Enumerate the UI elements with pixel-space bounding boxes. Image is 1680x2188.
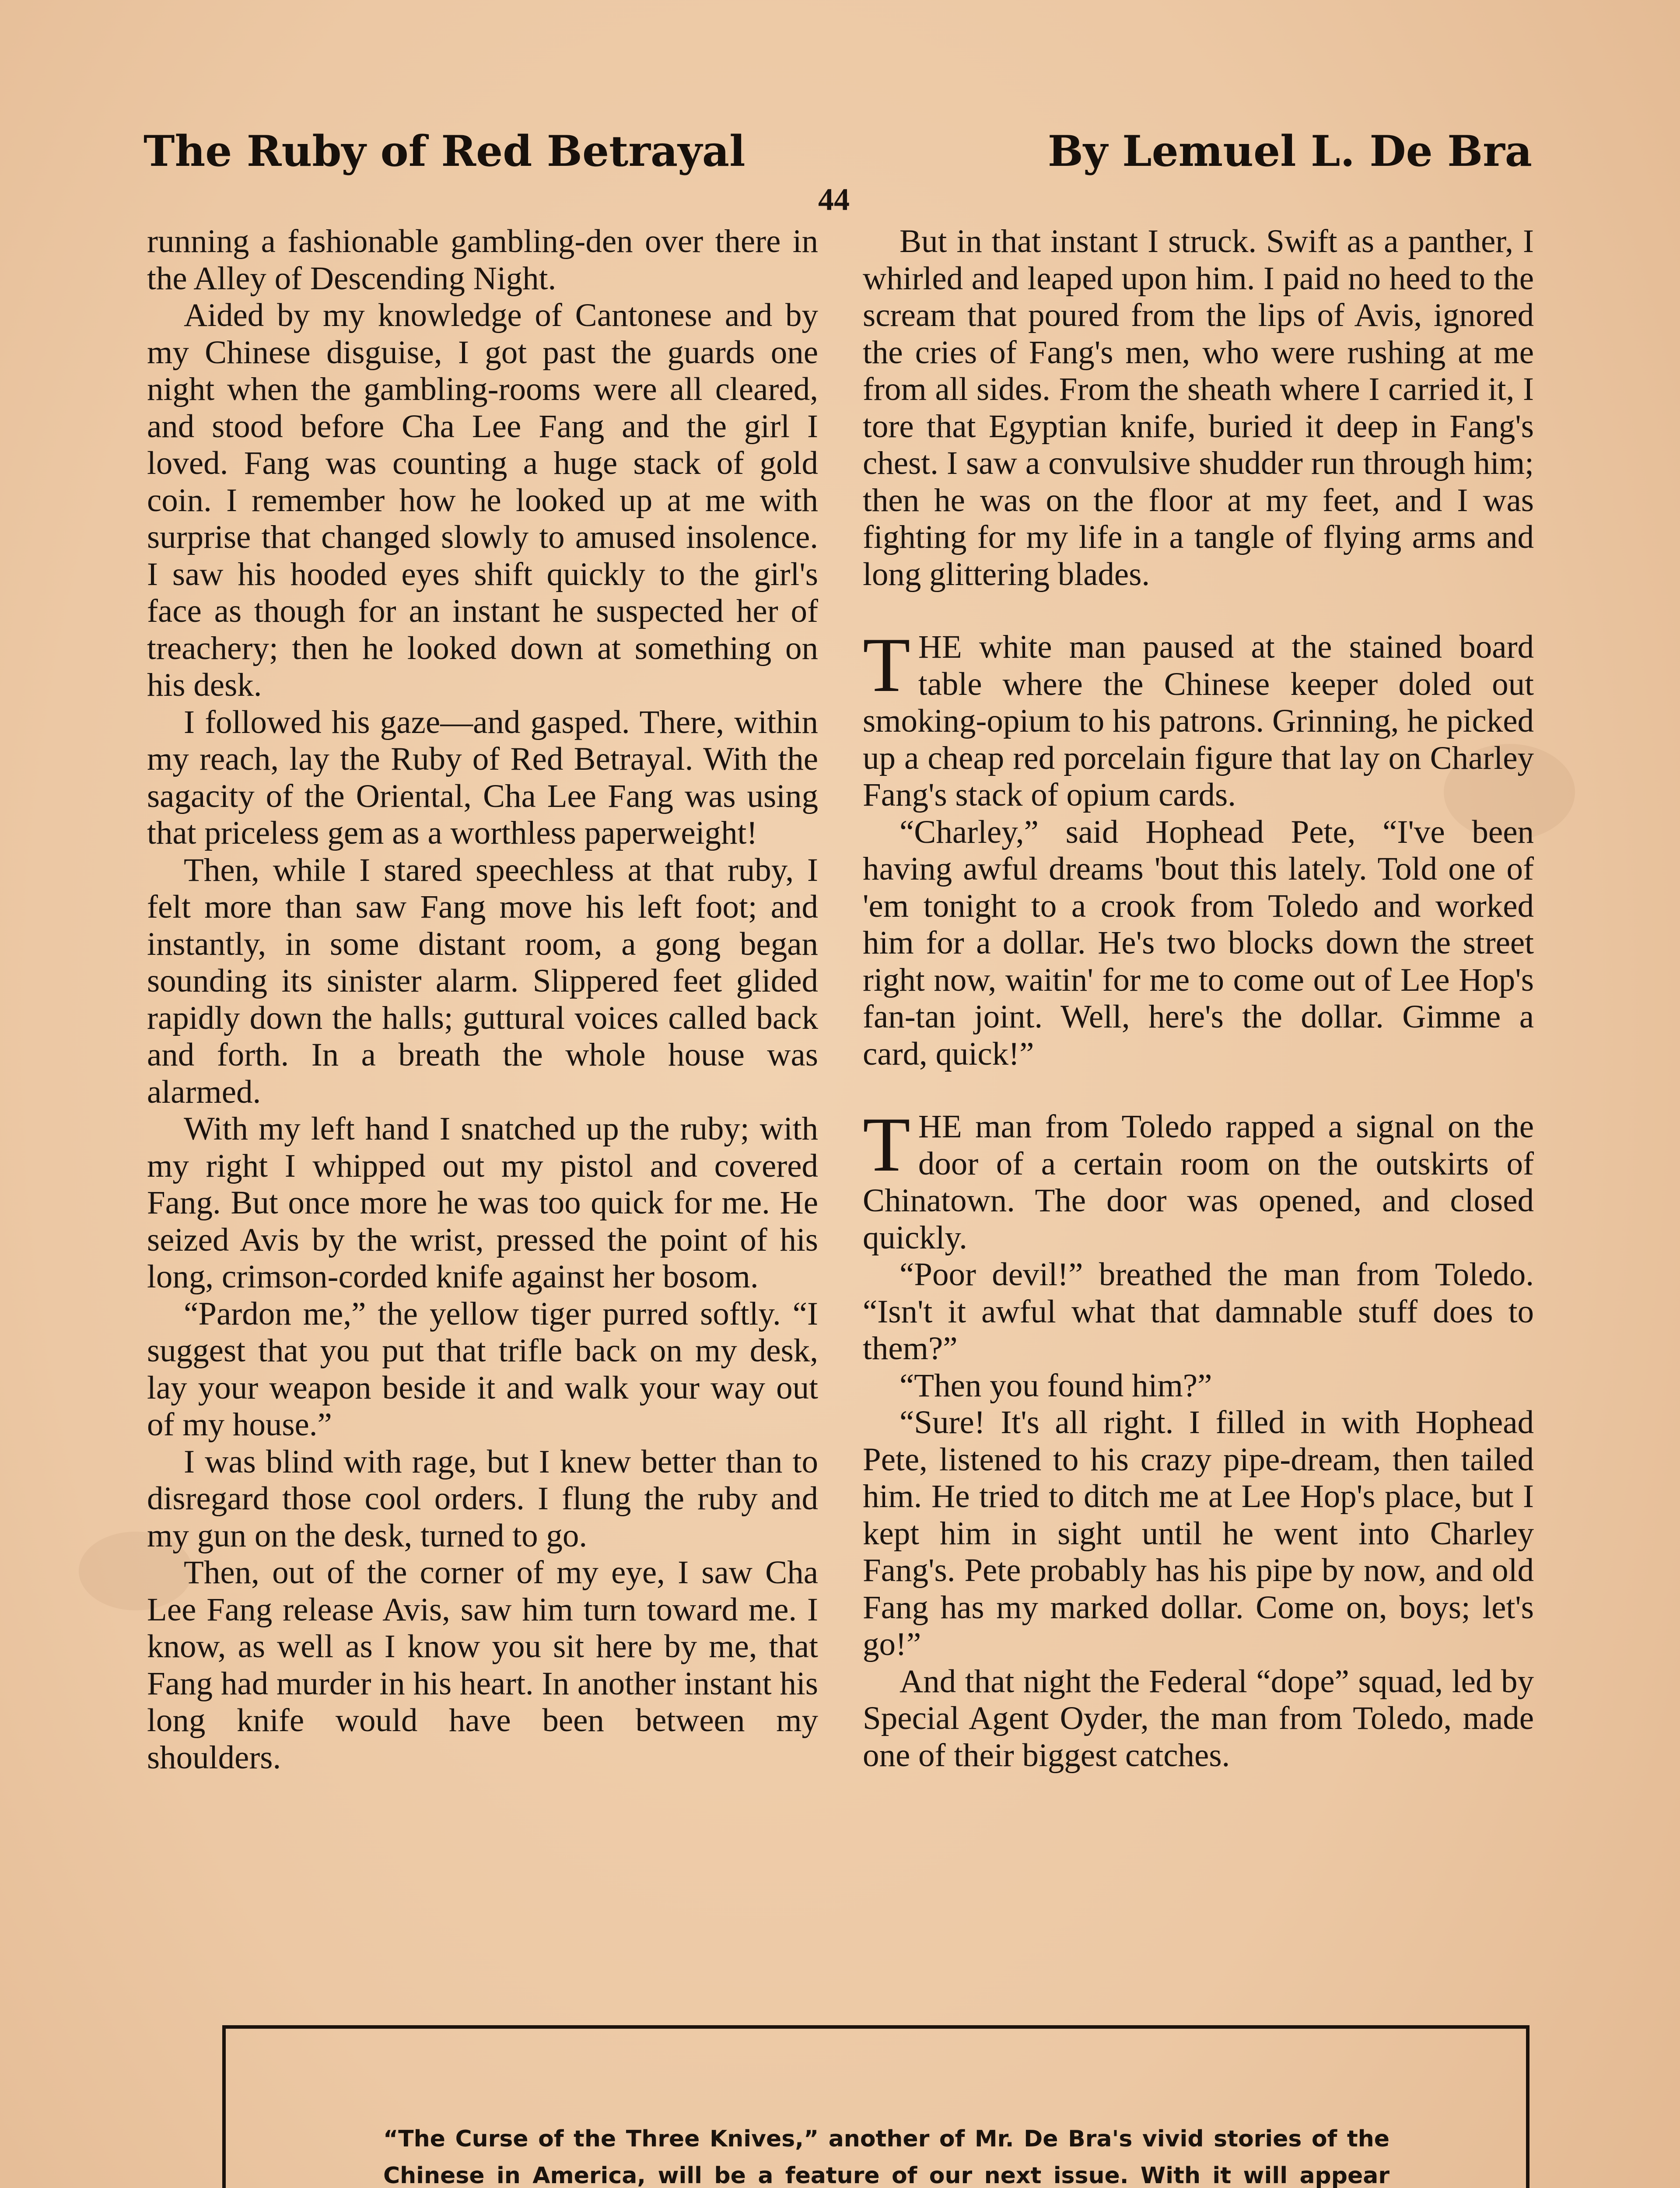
paragraph: Then, while I stared speechless at that ruby, I felt more than saw Fang move his left foot; and instantly, in some distant room, a gong began sounding its sinister alarm. Slippered feet glided rapidly down the halls; guttural voices called back and forth. In a breath the whole house was alarmed.: [147, 852, 818, 1110]
paragraph: With my left hand I snatched up the ruby; with my right I whipped out my pistol and covered Fang. But once more he was too quick for me. He seized Avis by the wrist, pressed the point of his long, crimson-corded knife against her bosom.: [147, 1111, 818, 1295]
paragraph: I followed his gaze—and gasped. There, within my reach, lay the Ruby of Red Betrayal. With the sagacity of the Oriental, Cha Lee Fang was using that priceless gem as a worthless paperweight!: [147, 704, 818, 851]
paragraph: And that night the Federal “dope” squad, led by Special Agent Oyder, the man from Toledo, made one of their biggest catches.: [863, 1663, 1534, 1774]
section-text: HE white man paused at the stained board table where the Chinese keeper doled out smoking-opium to his patrons. Grinning, he picked up a cheap red porcelain figure that lay on Charley Fang's stack of opium cards.: [863, 629, 1534, 813]
paragraph: But in that instant I struck. Swift as a panther, I whirled and leaped upon him. I paid no heed to the scream that poured from the lips of Avis, ignored the cries of Fang's men, who were rushing at me from all sides. From the sheath where I carried it, I tore that Egyptian knife, buried it deep in Fang's chest. I saw a convulsive shudder run through him; then he was on the floor at my feet, and I was fighting for my life in a tangle of flying arms and long glittering blades.: [863, 223, 1534, 593]
section-opening: [863, 621, 1534, 814]
right-column: [863, 223, 1534, 1774]
paragraph: “Sure! It's all right. I filled in with Hophead Pete, listened to his crazy pipe-dream, then tailed him. He tried to ditch me at Lee Hop's place, but I kept him in sight until he went into Charley Fang's. Pete probably has his pipe by now, and old Fang has my marked dollar. Come on, boys; let's go!”: [863, 1404, 1534, 1662]
paragraph: “Poor devil!” breathed the man from Toledo. “Isn't it awful what that damnable stuff does to them?”: [863, 1256, 1534, 1367]
paragraph: Aided by my knowledge of Cantonese and by my Chinese disguise, I got past the guards one night when the gambling-rooms were all cleared, and stood before Cha Lee Fang and the girl I loved. Fang was counting a huge stack of gold coin. I remember how he looked up at me with surprise that changed slowly to amused insolence. I saw his hooded eyes shift quickly to the girl's face as though for an instant he suspected her of treachery; then he looked down at something on his desk.: [147, 297, 818, 703]
drop-cap: T: [863, 1101, 910, 1188]
page-number: 44: [818, 182, 850, 217]
drop-cap: T: [863, 621, 910, 708]
notice-text: “The Curse of the Three Knives,” another of Mr. De Bra's vivid stories of the Chinese in America, will be a feature of our next issue. With it will appear: [383, 2126, 1390, 2188]
paragraph: “Charley,” said Hophead Pete, “I've been having awful dreams 'bout this lately. Told one of 'em tonight to a crook from Toledo and worked him for a dollar. He's two blocks down the street right now, waitin' for me to come out of Lee Hop's fan-tan joint. Well, here's the dollar. Gimme a card, quick!”: [863, 813, 1534, 1072]
author-byline: By Lemuel L. De Bra: [1047, 126, 1532, 176]
paragraph: “Pardon me,” the yellow tiger purred softly. “I suggest that you put that trifle back on my desk, lay your weapon beside it and walk your way out of my house.”: [147, 1295, 818, 1443]
next-issue-notice-box: [222, 2025, 1530, 2188]
paragraph: “Then you found him?”: [900, 1367, 1212, 1404]
paragraph: running a fashionable gambling-den over there in the Alley of Descending Night.: [147, 223, 818, 297]
story-title: The Ruby of Red Betrayal: [144, 126, 746, 176]
left-column: [147, 223, 818, 1776]
section-opening: [863, 1101, 1534, 1256]
section-text: HE man from Toledo rapped a signal on the door of a certain room on the outskirts of Chinatown. The door was opened, and closed quickly.: [863, 1108, 1534, 1256]
paragraph: I was blind with rage, but I knew better than to disregard those cool orders. I flung the ruby and my gun on the desk, turned to go.: [147, 1443, 818, 1554]
paragraph: Then, out of the corner of my eye, I saw Cha Lee Fang release Avis, saw him turn toward me. I know, as well as I know you sit here by me, that Fang had murder in his heart. In another instant his long knife would have been between my shoulders.: [147, 1554, 818, 1776]
